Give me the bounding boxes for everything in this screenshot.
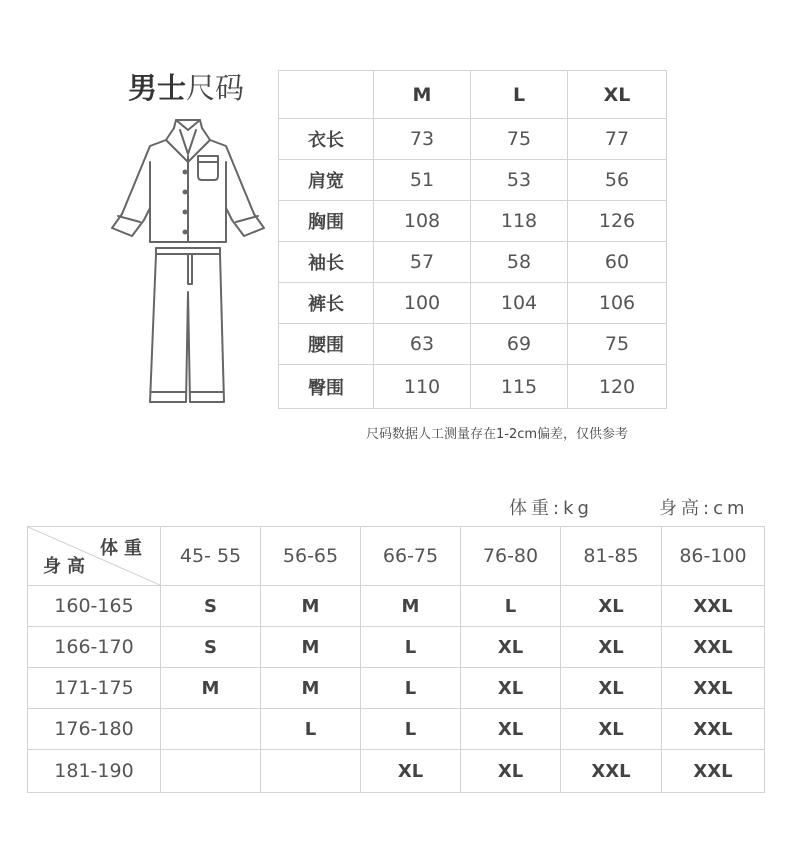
height-range-cell: 181-190	[28, 750, 161, 793]
size-cell: XL	[461, 627, 561, 668]
table-row	[28, 668, 765, 709]
row-label: 肩宽	[279, 160, 374, 201]
table-header-row	[28, 527, 765, 586]
header-cell-size: XL	[568, 71, 667, 119]
weight-range-header: 76-80	[461, 527, 561, 586]
measurement-cell: 100	[374, 283, 471, 324]
size-cell: XXL	[561, 750, 662, 793]
measurement-cell: 77	[568, 119, 667, 160]
size-cell: XL	[561, 709, 662, 750]
size-cell: XL	[561, 627, 662, 668]
title-light: 尺码	[186, 71, 245, 105]
table-row	[28, 750, 765, 793]
measurement-cell: 53	[471, 160, 568, 201]
measurement-disclaimer: 尺码数据人工测量存在1-2cm偏差，仅供参考	[366, 427, 629, 442]
weight-range-header: 45- 55	[161, 527, 261, 586]
measurement-cell: 58	[471, 242, 568, 283]
pajama-set-icon	[104, 116, 268, 410]
measurement-cell: 51	[374, 160, 471, 201]
weight-unit-label: 体重:kg	[509, 498, 593, 519]
size-cell: M	[261, 627, 361, 668]
table-row	[28, 709, 765, 750]
size-cell: XL	[461, 750, 561, 793]
table-header-row	[279, 71, 667, 119]
size-cell	[261, 750, 361, 793]
measurement-cell: 75	[568, 324, 667, 365]
weight-range-header: 66-75	[361, 527, 461, 586]
row-label: 胸围	[279, 201, 374, 242]
size-cell: M	[261, 668, 361, 709]
header-cell-blank	[279, 71, 374, 119]
header-cell-size: M	[374, 71, 471, 119]
table-row	[279, 242, 667, 283]
table-row	[279, 160, 667, 201]
size-cell: XXL	[662, 750, 765, 793]
size-cell	[161, 709, 261, 750]
size-cell: XL	[461, 668, 561, 709]
size-cell: XL	[561, 586, 662, 627]
measurement-cell: 75	[471, 119, 568, 160]
size-cell: M	[161, 668, 261, 709]
size-cell: M	[261, 586, 361, 627]
size-cell: M	[361, 586, 461, 627]
table-row	[279, 201, 667, 242]
measurement-cell: 69	[471, 324, 568, 365]
page-title	[128, 66, 244, 107]
table-row	[28, 627, 765, 668]
size-cell: XXL	[662, 668, 765, 709]
size-cell: S	[161, 627, 261, 668]
height-range-cell: 171-175	[28, 668, 161, 709]
measurement-cell: 63	[374, 324, 471, 365]
size-measurement-table	[278, 70, 667, 409]
title-bold: 男士	[128, 71, 187, 105]
row-label: 袖长	[279, 242, 374, 283]
row-label: 衣长	[279, 119, 374, 160]
header-cell-size: L	[471, 71, 568, 119]
measurement-cell: 120	[568, 365, 667, 409]
height-range-cell: 166-170	[28, 627, 161, 668]
table-row	[28, 586, 765, 627]
weight-axis-label: 体重	[100, 538, 148, 559]
measurement-cell: 110	[374, 365, 471, 409]
measurement-cell: 108	[374, 201, 471, 242]
size-recommendation-table	[27, 526, 765, 793]
weight-range-header: 56-65	[261, 527, 361, 586]
table-row	[279, 365, 667, 409]
size-cell: S	[161, 586, 261, 627]
table-row	[279, 324, 667, 365]
height-range-cell: 160-165	[28, 586, 161, 627]
measurement-cell: 115	[471, 365, 568, 409]
row-label: 臀围	[279, 365, 374, 409]
row-label: 裤长	[279, 283, 374, 324]
size-cell: XXL	[662, 627, 765, 668]
table-row	[279, 119, 667, 160]
size-cell: L	[361, 668, 461, 709]
measurement-cell: 118	[471, 201, 568, 242]
size-cell: L	[361, 709, 461, 750]
size-cell: XXL	[662, 586, 765, 627]
measurement-cell: 60	[568, 242, 667, 283]
measurement-cell: 106	[568, 283, 667, 324]
size-cell: XL	[461, 709, 561, 750]
table-row	[279, 283, 667, 324]
measurement-cell: 56	[568, 160, 667, 201]
measurement-cell: 126	[568, 201, 667, 242]
height-unit-label: 身高:cm	[659, 498, 749, 519]
size-cell: XXL	[662, 709, 765, 750]
measurement-cell: 104	[471, 283, 568, 324]
height-range-cell: 176-180	[28, 709, 161, 750]
size-cell: XL	[561, 668, 662, 709]
weight-range-header: 86-100	[662, 527, 765, 586]
size-cell: L	[361, 627, 461, 668]
size-cell: XL	[361, 750, 461, 793]
weight-range-header: 81-85	[561, 527, 662, 586]
corner-header-cell	[28, 527, 161, 586]
size-cell: L	[461, 586, 561, 627]
measurement-cell: 73	[374, 119, 471, 160]
size-cell: L	[261, 709, 361, 750]
measurement-cell: 57	[374, 242, 471, 283]
height-axis-label: 身高	[43, 556, 91, 577]
row-label: 腰围	[279, 324, 374, 365]
size-cell	[161, 750, 261, 793]
